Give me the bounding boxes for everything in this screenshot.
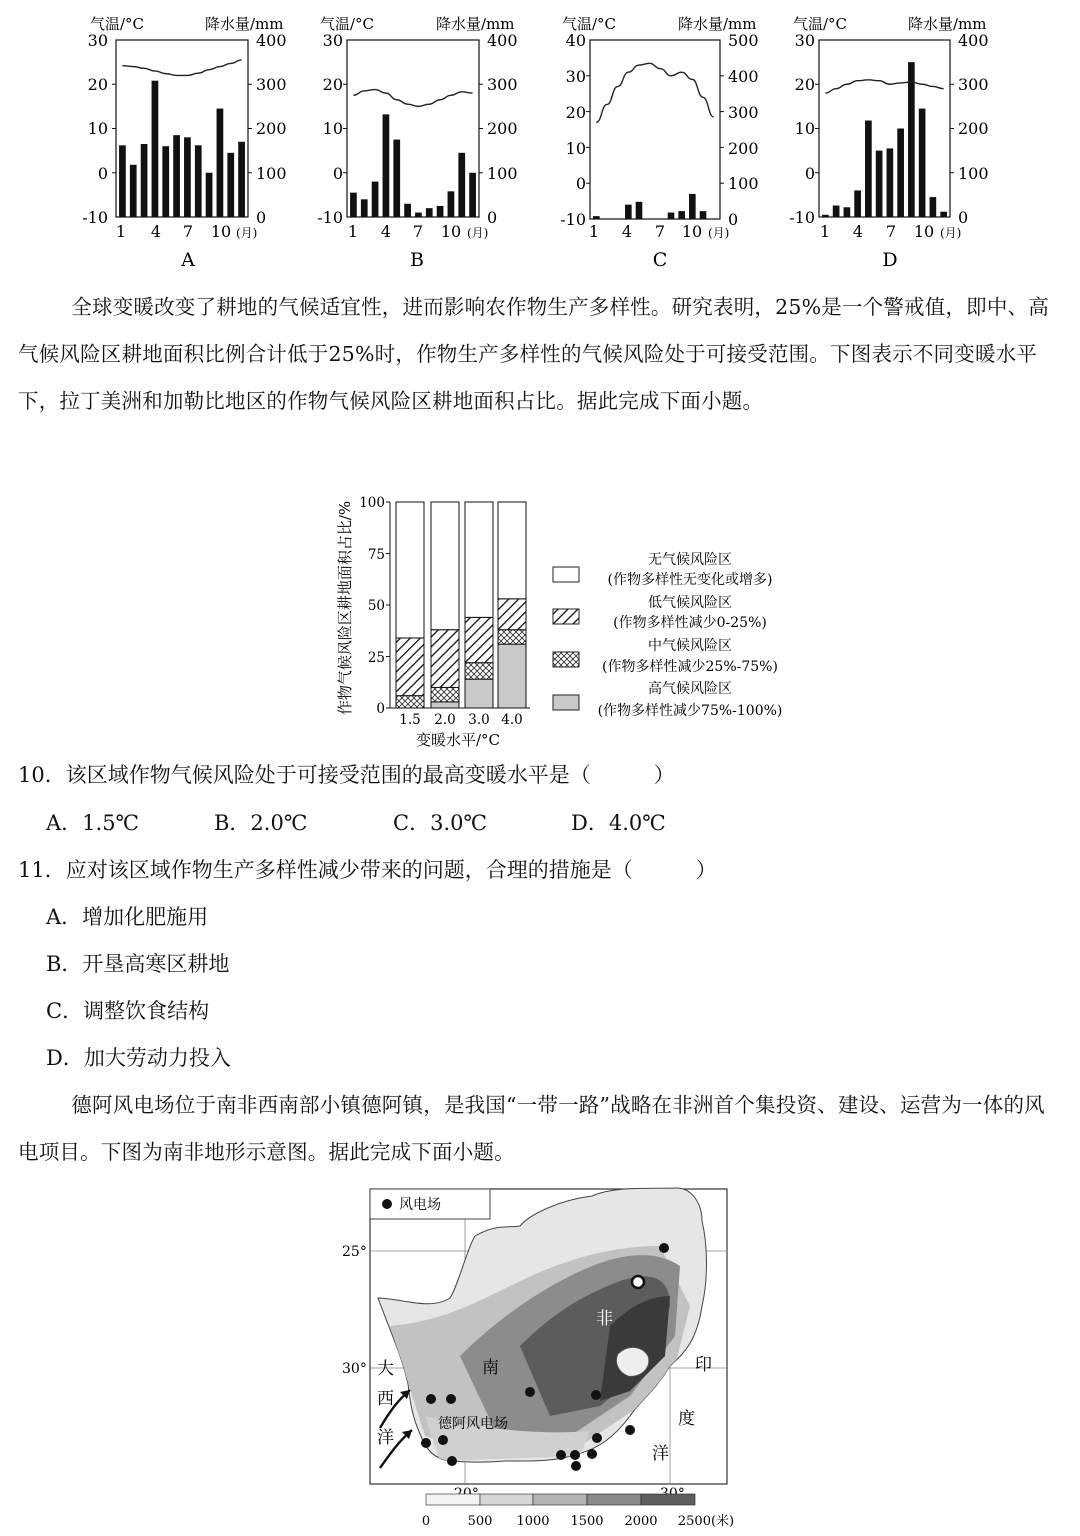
precip-bar [844,207,851,217]
risk-bar-segment [465,679,493,708]
climate-chart-b [317,15,517,271]
temp-tick: 10 [322,119,343,138]
precip-bar [854,190,861,217]
intro-paragraph-1: 全球变暖改变了耕地的气候适宜性，进而影响农作物生产多样性。研究表明，25%是一个警戒值，即中、高气候风险区耕地面积比例合计低于25%时，作物生产多样性的气候风险处于可接受范围。下图表示不同变暖水平下，拉丁美洲和加勒比地区的作物气候风险区耕地面积占比。据此完成下面小题。 [18,295,1049,413]
chart-frame [819,40,950,217]
precip-bar [119,145,126,217]
month-tick: 1 [347,222,359,241]
elevation-tick: 2000 [624,1514,658,1529]
precip-tick: 400 [728,67,759,86]
climate-charts [0,0,1080,280]
capital-icon [632,1276,644,1288]
precip-tick: 0 [958,208,969,227]
precip-bar [130,165,137,217]
wind-farm-dot[interactable] [570,1450,580,1460]
temp-tick: -10 [82,208,108,227]
legend-swatch-high [553,695,579,710]
temp-tick: 30 [322,31,343,50]
precip-bar [372,182,379,217]
precip-bar [437,206,444,217]
month-tick: 7 [654,222,666,241]
lat-label: 25° [342,1244,367,1260]
risk-y-tick: 100 [359,495,385,511]
precip-tick: 300 [958,75,989,94]
month-tick: 1 [819,222,831,241]
atlantic-label: 洋 [377,1428,394,1448]
elevation-swatch [533,1494,587,1505]
elevation-swatch [480,1494,533,1505]
risk-bar-segment [431,702,459,708]
temp-line [122,60,241,75]
risk-bar-segment [465,617,493,662]
precip-bar [919,109,926,217]
temp-tick: 0 [804,164,815,183]
precip-tick: 500 [728,31,759,50]
precip-bar [350,193,357,217]
elevation-swatch [641,1494,695,1505]
temp-unit: 气温/°C [793,15,848,33]
elevation-scale [422,1494,734,1529]
month-tick: 1 [115,222,127,241]
q11-option-b[interactable]: B．开垦高寒区耕地 [46,952,230,976]
risk-chart [330,470,810,752]
wind-farm-dot[interactable] [592,1433,602,1443]
wind-farm-dot[interactable] [438,1435,448,1445]
elevation-tick: 500 [467,1514,493,1529]
month-tick: 7 [412,222,424,241]
temp-line [825,80,943,93]
chart-label: A [181,249,195,271]
precip-bar [393,140,400,217]
q10-option-a[interactable]: A．1.5℃ [46,811,140,835]
temp-unit: 气温/°C [90,15,145,33]
precip-bar [678,211,685,219]
temp-tick: 10 [87,119,108,138]
elevation-tick: 1000 [516,1514,550,1529]
country-label: 南 [482,1358,499,1378]
precip-unit: 降水量/mm [205,15,284,33]
temp-unit: 气温/°C [320,15,375,33]
precip-bar [383,114,390,217]
q11-option-d[interactable]: D．加大劳动力投入 [46,1046,231,1070]
precip-bar [217,109,224,217]
wind-farm-dot[interactable] [659,1243,669,1253]
legend-name: 中气候风险区 [648,638,732,654]
precip-bar [195,145,202,217]
month-tick: 10 [210,222,232,241]
legend-swatch-low [553,609,579,624]
climate-chart-d [789,15,988,271]
precip-bar [887,148,894,217]
risk-x-label: 变暖水平/°C [415,731,501,749]
month-tick: 4 [150,222,162,241]
month-tick: 10 [440,222,462,241]
temp-tick: 20 [322,75,343,94]
precip-bar [822,215,829,217]
temp-tick: 30 [87,31,108,50]
legend-swatch-none [553,567,579,582]
intro-paragraph-2: 德阿风电场位于南非西南部小镇德阿镇，是我国“一带一路”战略在非洲首个集投资、建设、运营为一体的风电项目。下图为南非地形示意图。据此完成下面小题。 [18,1093,1045,1164]
temp-tick: 30 [565,67,586,86]
precip-bar [625,205,632,219]
temp-tick: -10 [317,208,343,227]
precip-tick: 200 [958,119,989,138]
elevation-swatch [426,1494,480,1505]
elevation-swatch [587,1494,641,1505]
month-tick: 4 [852,222,864,241]
wind-farm-dot[interactable] [426,1394,436,1404]
precip-bar [184,137,191,217]
risk-bar-segment [498,644,526,708]
risk-x-tick: 3.0 [468,712,490,728]
risk-bar-segment [396,638,424,696]
climate-chart-a [82,15,286,271]
precip-tick: 0 [728,210,739,229]
risk-y-tick: 50 [367,598,385,614]
month-tick: 4 [621,222,633,241]
q10-option-d[interactable]: D．4.0℃ [571,811,666,835]
temp-tick: 0 [575,174,586,193]
temp-tick: 20 [565,103,586,122]
month-tick: 7 [182,222,194,241]
precip-bar [700,211,707,219]
legend-name: 低气候风险区 [648,595,732,611]
precip-bar [593,216,600,219]
precip-bar [930,197,937,217]
wind-farm-dot[interactable] [421,1438,431,1448]
precip-tick: 200 [728,139,759,158]
precip-bar [897,129,904,218]
q11-option-a[interactable]: A．增加化肥施用 [46,905,209,929]
precip-bar [448,191,455,217]
precip-bar [636,202,643,219]
legend-desc: (作物多样性无变化或增多) [607,572,773,588]
precip-tick: 300 [487,75,518,94]
temp-tick: 0 [332,164,343,183]
precip-tick: 200 [487,119,518,138]
temp-tick: -10 [789,208,815,227]
precip-bar [415,213,422,217]
precip-bar [668,213,675,219]
legend-desc: (作物多样性减少75%-100%) [597,703,783,719]
precip-bar [876,151,883,217]
risk-bar-segment [431,502,459,630]
precip-bar [833,205,840,217]
risk-bar-segment [396,502,424,638]
precip-tick: 200 [256,119,287,138]
precip-bar [141,144,148,217]
precip-bar [865,121,872,217]
wind-farm-dot[interactable] [625,1425,635,1435]
precip-bar [940,212,947,217]
risk-bar-segment [498,599,526,630]
risk-bar-segment [431,687,459,701]
precip-tick: 400 [958,31,989,50]
risk-bar-segment [465,502,493,617]
month-tick: 10 [913,222,935,241]
risk-y-tick: 0 [376,701,385,717]
precip-tick: 100 [958,164,989,183]
chart-label: C [652,249,668,271]
dea-label: 德阿风电场 [438,1416,508,1432]
precip-bar [238,142,245,217]
precip-tick: 400 [256,31,287,50]
wind-farm-dot[interactable] [525,1387,535,1397]
month-tick: 10 [681,222,703,241]
q10-option-c[interactable]: C．3.0℃ [393,811,487,835]
chart-label: B [410,249,424,271]
month-unit: (月) [467,226,489,240]
risk-y-tick: 25 [367,650,385,666]
elevation-tick: 1500 [570,1514,604,1529]
atlantic-label: 大 [377,1359,394,1379]
precip-tick: 0 [487,208,498,227]
legend-desc: (作物多样性减少25%-75%) [602,659,778,675]
precip-bar [173,135,180,217]
precip-tick: 100 [728,174,759,193]
precip-bar [227,153,234,217]
q10-option-b[interactable]: B．2.0℃ [214,811,308,835]
temp-tick: 40 [565,31,586,50]
question-11-stem: 11．应对该区域作物生产多样性减少带来的问题，合理的措施是（ ） [18,858,717,882]
precip-bar [152,81,159,217]
legend-swatch-mid [553,652,579,667]
elevation-tick: 2500(米) [677,1514,735,1529]
question-10-stem: 10．该区域作物气候风险处于可接受范围的最高变暖水平是（ ） [18,763,675,787]
risk-y-label: 作物气候风险区耕地面积占比/% [336,500,354,716]
precip-bar [689,194,696,219]
precip-tick: 300 [256,75,287,94]
risk-bar-segment [396,696,424,708]
south-africa-map [330,1186,750,1536]
wind-farm-dot[interactable] [571,1461,581,1471]
precip-bar [361,199,368,217]
risk-bar-segment [498,502,526,599]
month-unit: (月) [708,226,730,240]
temp-line [596,63,713,122]
precip-bar [426,208,433,217]
precip-bar [404,204,411,217]
precip-tick: 400 [487,31,518,50]
risk-bar-segment [465,663,493,679]
indian-label: 度 [678,1409,695,1429]
risk-bar-segment [431,630,459,688]
q11-option-c[interactable]: C．调整饮食结构 [46,999,210,1023]
precip-bar [908,62,915,217]
legend-dot [382,1199,392,1209]
country-label: 非 [596,1309,613,1329]
precip-tick: 0 [256,208,267,227]
temp-tick: 0 [97,164,108,183]
precip-tick: 300 [728,103,759,122]
month-unit: (月) [940,226,962,240]
temp-tick: 20 [87,75,108,94]
risk-x-tick: 1.5 [399,712,421,728]
legend-desc: (作物多样性减少0-25%) [613,615,767,631]
precip-unit: 降水量/mm [908,15,987,33]
risk-y-tick: 75 [367,547,385,563]
month-tick: 7 [885,222,897,241]
risk-x-tick: 2.0 [434,712,456,728]
month-tick: 4 [380,222,392,241]
lat-label: 30° [342,1361,367,1377]
elevation-tick: 0 [421,1514,431,1529]
wind-farm-dot[interactable] [591,1390,601,1400]
risk-x-tick: 4.0 [501,712,523,728]
risk-bar-segment [498,630,526,644]
wind-farm-dot[interactable] [587,1449,597,1459]
temp-line [353,90,472,107]
temp-tick: -10 [560,210,586,229]
atlantic-label: 西 [377,1389,394,1409]
temp-unit: 气温/°C [562,15,617,33]
precip-bar [162,146,169,217]
map-legend-label: 风电场 [399,1197,441,1213]
precip-tick: 100 [487,164,518,183]
precip-tick: 100 [256,164,287,183]
precip-unit: 降水量/mm [436,15,515,33]
wind-farm-dot[interactable] [447,1456,457,1466]
chart-label: D [882,249,898,271]
indian-label: 印 [695,1355,712,1375]
wind-farm-dot[interactable] [556,1450,566,1460]
temp-tick: 30 [794,31,815,50]
temp-tick: 10 [794,119,815,138]
legend-name: 高气候风险区 [648,681,732,697]
precip-unit: 降水量/mm [678,15,757,33]
risk-bars [396,502,526,708]
climate-chart-c [560,15,758,271]
month-tick: 1 [588,222,600,241]
temp-tick: 20 [794,75,815,94]
precip-bar [469,173,476,217]
month-unit: (月) [236,226,258,240]
indian-label: 洋 [652,1444,669,1464]
temp-tick: 10 [565,139,586,158]
precip-bar [458,153,465,217]
wind-farm-dot[interactable] [446,1394,456,1404]
precip-bar [206,173,213,217]
legend-name: 无气候风险区 [648,552,732,568]
